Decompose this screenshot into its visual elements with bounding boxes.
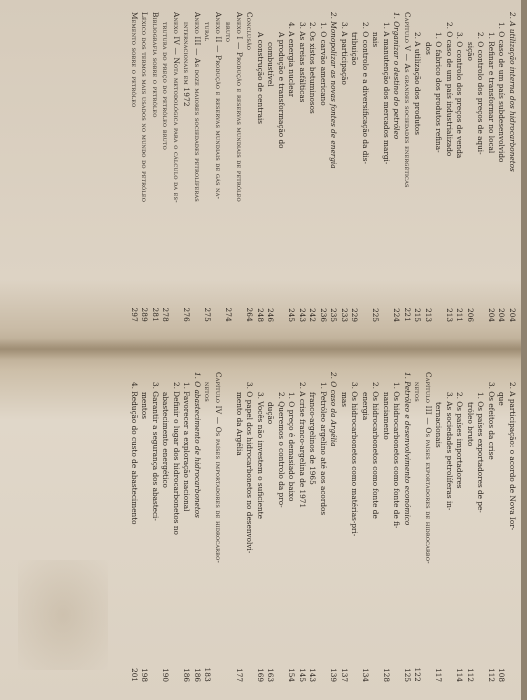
toc-entry-title: 4. A energia nuclear <box>287 22 297 98</box>
toc-entry-title: 2. Os xistos betuminosos <box>308 22 318 114</box>
toc-entry-title: abastecimento energético <box>161 392 171 488</box>
toc-entry <box>328 372 339 682</box>
toc-entry-title: Léxico dos termos mais usados no mundo do petróleo <box>140 12 150 203</box>
toc-entry-page-number: 246 <box>266 308 276 322</box>
toc-entry <box>444 12 455 322</box>
toc-entry-title: 3. Os hidrocarbonetos como matérias-pri- <box>350 382 360 537</box>
toc-entry <box>244 372 255 682</box>
toc-entry-page-number: 236 <box>319 308 328 322</box>
toc-entry <box>234 12 245 322</box>
toc-entry-title: 2. Monopolizar as novas fontes de energia <box>329 12 339 169</box>
toc-entry-page-number: 125 <box>403 668 412 682</box>
toc-entry-title: 3. O controlo dos preços de venda <box>455 32 465 159</box>
toc-entry-title: 3. Garantir a segurança dos abasteci- <box>151 382 160 521</box>
toc-entry-page-number: 281 <box>151 307 160 322</box>
toc-entry-page-number: 190 <box>161 668 171 682</box>
toc-entry <box>360 372 371 682</box>
toc-entry-title: dução <box>266 402 276 425</box>
toc-entry-title: 3. Os efeitos da crise <box>487 382 496 460</box>
toc-entry-page-number: 112 <box>466 668 475 682</box>
toc-page-lower <box>130 372 517 682</box>
book-spine <box>0 338 527 360</box>
toc-entry-title: 1. O preço é demasiado baixo <box>287 392 297 502</box>
toc-entry-title: netos <box>413 382 423 402</box>
toc-entry-page-number: 143 <box>308 668 318 682</box>
toc-entry <box>223 372 234 682</box>
toc-entry-title: 1. Refinar e transformar no local <box>487 32 496 154</box>
toc-entry <box>307 372 318 682</box>
toc-entry <box>129 372 140 682</box>
toc-entry <box>496 12 507 322</box>
toc-entry <box>475 372 486 682</box>
toc-entry-page-number: 242 <box>308 308 318 322</box>
toc-entry <box>265 372 276 682</box>
toc-entry-title: energia <box>361 392 370 421</box>
toc-entry <box>297 372 308 682</box>
toc-entry <box>349 12 360 322</box>
toc-entry <box>139 12 150 322</box>
toc-entry <box>307 12 318 322</box>
toc-entry-page-number: 274 <box>224 307 234 322</box>
toc-entry-page-number: 204 <box>508 308 517 322</box>
toc-entry <box>192 372 203 682</box>
toc-entry-title: 1. O abastecimento de hidrocarbonetos <box>193 372 202 518</box>
toc-entry-title: bruto <box>224 22 234 43</box>
toc-entry <box>213 12 224 322</box>
toc-entry <box>234 372 245 682</box>
toc-entry-title: 2. A utilização interna dos hidrocarbonetos <box>508 12 517 172</box>
toc-entry <box>318 12 329 322</box>
toc-entry <box>318 372 329 682</box>
toc-entry <box>507 372 518 682</box>
toc-entry <box>454 12 465 322</box>
toc-entry-title: 2. A participação: o acordo de Nova Ior- <box>508 382 517 531</box>
toc-entry-title: dos <box>424 42 433 55</box>
toc-entry <box>202 12 213 322</box>
toc-entry <box>202 372 213 682</box>
toc-entry-page-number: 117 <box>434 668 444 682</box>
toc-entry-page-number: 206 <box>466 308 475 322</box>
toc-entry-title: 2. O controlo dos preços de aqui- <box>476 32 486 155</box>
toc-entry-title: 1. O caso de um país subdesenvolvido <box>497 22 507 163</box>
toc-entry-page-number: 233 <box>340 308 349 322</box>
toc-entry <box>402 12 413 322</box>
toc-entry <box>412 12 423 322</box>
toc-entry-title: Bibliografia sobre o petróleo <box>151 12 160 118</box>
toc-entry-title: mas <box>340 392 349 408</box>
toc-entry <box>286 372 297 682</box>
toc-entry-page-number: 297 <box>130 307 139 322</box>
toc-entry <box>475 12 486 322</box>
toc-entry-title: Capítulo V — As grandes sociedades energéticas <box>403 12 412 188</box>
toc-entry-title: Conclusão <box>245 12 255 51</box>
toc-entry <box>454 372 465 682</box>
toc-entry <box>139 372 150 682</box>
toc-entry-page-number: 198 <box>140 668 150 682</box>
toc-entry <box>255 372 266 682</box>
toc-entry-title: Anexo II — Produção e reservas mundiais de gás na- <box>214 12 223 200</box>
toc-entry <box>129 12 140 322</box>
toc-entry <box>339 12 350 322</box>
toc-entry-title: tróleo bruto <box>466 402 475 447</box>
toc-entry <box>486 372 497 682</box>
toc-entry-page-number: 213 <box>424 308 433 322</box>
toc-entry-title: A construção de centrais <box>256 32 265 125</box>
toc-entry-title: 1. Organizar o destino do petróleo <box>392 12 402 140</box>
toc-entry-title: 1. O fabrico dos produtos refina- <box>434 32 444 153</box>
toc-entry-title: Anexo IV — Nota metodológica para o cálculo da es- <box>172 12 181 203</box>
toc-entry-page-number: 215 <box>413 308 423 322</box>
toc-entry-title: 1. O carvão americano <box>319 22 328 106</box>
toc-entry-title: 2. Os países importadores <box>455 392 465 489</box>
toc-entry-page-number: 221 <box>403 307 412 322</box>
toc-entry-page-number: 122 <box>413 667 423 682</box>
toc-entry <box>286 12 297 322</box>
toc-entry <box>276 372 287 682</box>
toc-entry-title: ternacionais <box>434 402 444 448</box>
toc-entry-title: trutura do preço do petróleo bruto <box>161 22 171 150</box>
toc-entry-page-number: 112 <box>487 668 496 682</box>
toc-entry-title: internacionais em 1972 <box>182 22 192 107</box>
toc-entry-page-number: 108 <box>497 668 507 682</box>
toc-entry <box>370 372 381 682</box>
toc-entry-page-number: 213 <box>445 308 454 322</box>
toc-entry-title: 2. O caso da Argélia <box>329 372 339 447</box>
toc-entry-title: 2. Queremos o controlo da pro- <box>277 392 286 508</box>
toc-entry-title: 1. Favorecer a exploração nacional <box>182 382 192 512</box>
toc-entry <box>433 372 444 682</box>
toc-entry-title: Anexo III — As doze maiores sociedades petrolíferas <box>193 12 202 202</box>
toc-entry-title: 2. A crise franco-argelina de 1971 <box>298 382 307 509</box>
toc-entry <box>171 372 182 682</box>
toc-entry <box>433 12 444 322</box>
toc-entry <box>244 12 255 322</box>
toc-entry-title: franco-argelinos de 1965 <box>308 392 318 485</box>
toc-entry-title: 1. A manutenção dos mercados margi- <box>382 22 391 165</box>
toc-entry <box>181 372 192 682</box>
toc-entry-title: 2. O controlo e a diversificação da dis- <box>361 22 370 164</box>
toc-entry-page-number: 225 <box>371 308 381 322</box>
toc-entry <box>349 372 360 682</box>
toc-entry-title: 3. As sociedades petrolíferas in- <box>445 392 454 511</box>
toc-entry-title: 1. Os hidrocarbonetos como fonte de fi- <box>392 382 402 529</box>
toc-entry-page-number: 204 <box>487 308 496 322</box>
toc-entry-page-number: 177 <box>235 668 244 682</box>
toc-entry-page-number: 145 <box>298 668 307 682</box>
toc-entry-page-number: 289 <box>140 307 150 322</box>
toc-entry-page-number: 154 <box>287 668 297 682</box>
toc-entry-title: nais <box>371 32 381 48</box>
toc-entry-title: tural <box>203 22 213 42</box>
toc-entry <box>381 372 392 682</box>
toc-entry-page-number: 235 <box>329 308 339 322</box>
toc-entry-page-number: 248 <box>256 308 265 322</box>
toc-entry <box>402 372 413 682</box>
toc-entry-page-number: 201 <box>130 668 139 682</box>
toc-entry <box>381 12 392 322</box>
toc-entry <box>213 372 224 682</box>
toc-entry-title: combustível <box>266 42 276 87</box>
toc-entry-page-number: 137 <box>340 668 349 682</box>
toc-entry-title: netos <box>203 382 213 402</box>
toc-entry-title: 3. As areias asfálticas <box>298 22 307 103</box>
toc-entry <box>223 12 234 322</box>
toc-entry-title: Anexo I — Produção e reservas mundiais de petróleo <box>235 12 244 202</box>
toc-entry <box>181 12 192 322</box>
toc-entry-page-number: 169 <box>256 668 265 682</box>
toc-entry <box>339 372 350 682</box>
toc-entry-title: sição <box>466 42 475 61</box>
toc-entry <box>370 12 381 322</box>
toc-entry-page-number: 183 <box>203 667 213 682</box>
toc-entry-title: 2. Definir o lugar dos hidrocarbonetos no <box>172 382 181 535</box>
toc-entry-title: 1. Os países exportadores de pe- <box>476 392 486 513</box>
toc-entry <box>328 12 339 322</box>
toc-entry <box>276 12 287 322</box>
toc-entry-page-number: 224 <box>392 308 402 322</box>
toc-entry <box>265 12 276 322</box>
toc-entry <box>160 12 171 322</box>
toc-entry <box>160 372 171 682</box>
paper-stain <box>18 560 108 670</box>
toc-entry <box>465 12 476 322</box>
toc-entry <box>391 12 402 322</box>
toc-entry-page-number: 275 <box>203 307 213 322</box>
toc-entry-page-number: 134 <box>361 668 370 682</box>
toc-entry-title: 2. Os hidrocarbonetos como fonte de <box>371 382 381 519</box>
toc-entry <box>465 372 476 682</box>
toc-entry-title: nanciamento <box>382 392 391 440</box>
toc-entry-title: mentos <box>140 392 150 420</box>
toc-entry <box>150 372 161 682</box>
toc-entry-page-number: 204 <box>497 308 507 322</box>
toc-entry <box>423 372 434 682</box>
toc-entry <box>412 372 423 682</box>
toc-entry-page-number: 211 <box>455 308 465 322</box>
toc-entry-title: que <box>497 392 507 406</box>
toc-entry-title: 4. Redução do custo de abastecimento <box>130 382 139 525</box>
toc-entry-page-number: 264 <box>245 307 255 322</box>
toc-entry-title: mento da Argélia <box>235 392 244 456</box>
toc-entry-title: tribuição <box>350 32 360 66</box>
toc-entry <box>496 372 507 682</box>
toc-entry-title: 3. Vocês não investem o suficiente <box>256 392 265 519</box>
toc-entry <box>391 372 402 682</box>
toc-entry <box>360 12 371 322</box>
toc-entry-title: 3. A participação <box>340 22 349 85</box>
toc-entry-page-number: 139 <box>329 668 339 682</box>
toc-entry <box>192 12 203 322</box>
toc-entry-title: 2. A utilização dos produtos <box>413 32 423 135</box>
toc-entry-title: 3. O papel dos hidrocarbonetos no desenvolvi- <box>245 382 255 554</box>
toc-entry-page-number: 114 <box>455 668 465 682</box>
toc-entry-title: A produção e transformação do <box>277 32 286 149</box>
toc-entry <box>297 12 308 322</box>
toc-page-upper <box>130 12 517 322</box>
toc-entry <box>255 12 266 322</box>
toc-entry-page-number: 186 <box>182 668 192 682</box>
toc-entry-page-number: 186 <box>193 668 202 682</box>
toc-entry-title: Memento sobre o petróleo <box>130 12 139 108</box>
toc-entry <box>171 12 182 322</box>
toc-entry-page-number: 245 <box>287 308 297 322</box>
toc-entry-page-number: 163 <box>266 668 276 682</box>
toc-entry <box>444 372 455 682</box>
toc-entry-title: Capítulo IV — Os países importadores de hidrocarbo- <box>214 372 223 564</box>
toc-entry-title: 1. Petróleo e desenvolvimento económico <box>403 372 412 526</box>
toc-entry <box>423 12 434 322</box>
toc-entry-page-number: 276 <box>182 307 192 322</box>
toc-entry-title: 2. O caso de um país industrializado <box>445 22 454 157</box>
toc-entry-title: 1. Petróleo argelino até aos acordos <box>319 382 328 516</box>
page-edge <box>521 0 527 700</box>
toc-entry-page-number: 128 <box>382 668 391 682</box>
toc-entry <box>150 12 161 322</box>
toc-entry-page-number: 229 <box>350 308 360 322</box>
toc-entry <box>486 12 497 322</box>
toc-entry-page-number: 278 <box>161 307 171 322</box>
toc-entry-page-number: 243 <box>298 308 307 322</box>
toc-entry <box>507 12 518 322</box>
toc-entry-title: Capítulo III — Os países exportadores de hidrocarbo- <box>424 372 433 564</box>
